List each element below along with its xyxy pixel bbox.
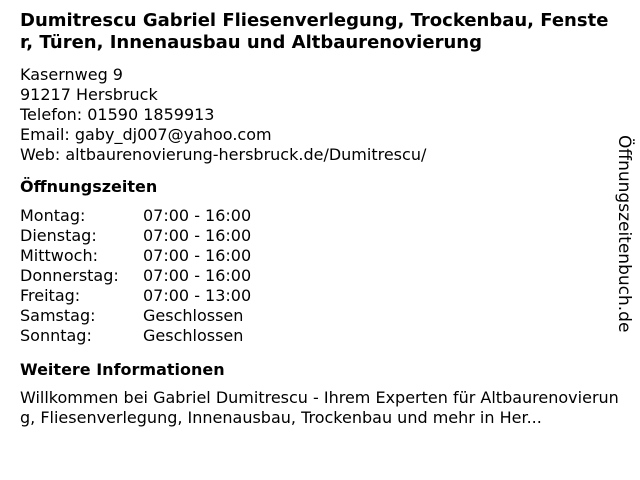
- hours-time: 07:00 - 16:00: [143, 246, 252, 265]
- hours-day: Montag:: [20, 206, 86, 225]
- hours-time: 07:00 - 16:00: [143, 206, 252, 225]
- hours-time: 07:00 - 16:00: [143, 226, 252, 245]
- hours-day: Freitag:: [20, 286, 81, 305]
- site-watermark: Öffnungszeitenbuch.de: [614, 135, 634, 333]
- hours-table: [20, 206, 251, 346]
- hours-time: Geschlossen: [143, 306, 244, 325]
- hours-row: [20, 226, 251, 246]
- hours-row: [20, 266, 251, 286]
- hours-row: [20, 306, 251, 326]
- web-label: Web:: [20, 145, 66, 164]
- hours-row: [20, 206, 251, 226]
- hours-time: Geschlossen: [143, 326, 244, 345]
- address-street: Kasernweg 9: [20, 65, 123, 84]
- address-city: 91217 Hersbruck: [20, 85, 158, 104]
- hours-day: Samstag:: [20, 306, 96, 325]
- hours-time: 07:00 - 13:00: [143, 286, 252, 305]
- hours-time: 07:00 - 16:00: [143, 266, 252, 285]
- contact-block: [20, 65, 616, 165]
- phone-number[interactable]: 01590 1859913: [87, 105, 215, 124]
- phone-line: [20, 105, 616, 125]
- business-name: Dumitrescu Gabriel Fliesenverlegung, Trockenbau, Fenster, Türen, Innenausbau und Altbaurenovierung: [20, 10, 609, 53]
- info-text: Willkommen bei Gabriel Dumitrescu - Ihrem Experten für Altbaurenovierung, Fliesenverlegung, Innenausbau, Trockenbau und mehr in Her...: [20, 388, 619, 427]
- info-heading: Weitere Informationen: [20, 360, 225, 379]
- hours-row: [20, 246, 251, 266]
- hours-day: Donnerstag:: [20, 266, 119, 285]
- web-line: [20, 145, 616, 165]
- web-link[interactable]: altbaurenovierung-hersbruck.de/Dumitrescu/: [65, 145, 427, 164]
- email-label: Email:: [20, 125, 75, 144]
- hours-day: Sonntag:: [20, 326, 92, 345]
- email-address[interactable]: gaby_dj007@yahoo.com: [74, 125, 272, 144]
- hours-row: [20, 326, 251, 346]
- business-card: [20, 10, 619, 428]
- hours-day: Mittwoch:: [20, 246, 98, 265]
- hours-day: Dienstag:: [20, 226, 97, 245]
- hours-heading: Öffnungszeiten: [20, 177, 158, 196]
- phone-label: Telefon:: [20, 105, 88, 124]
- hours-row: [20, 286, 251, 306]
- email-line: [20, 125, 616, 145]
